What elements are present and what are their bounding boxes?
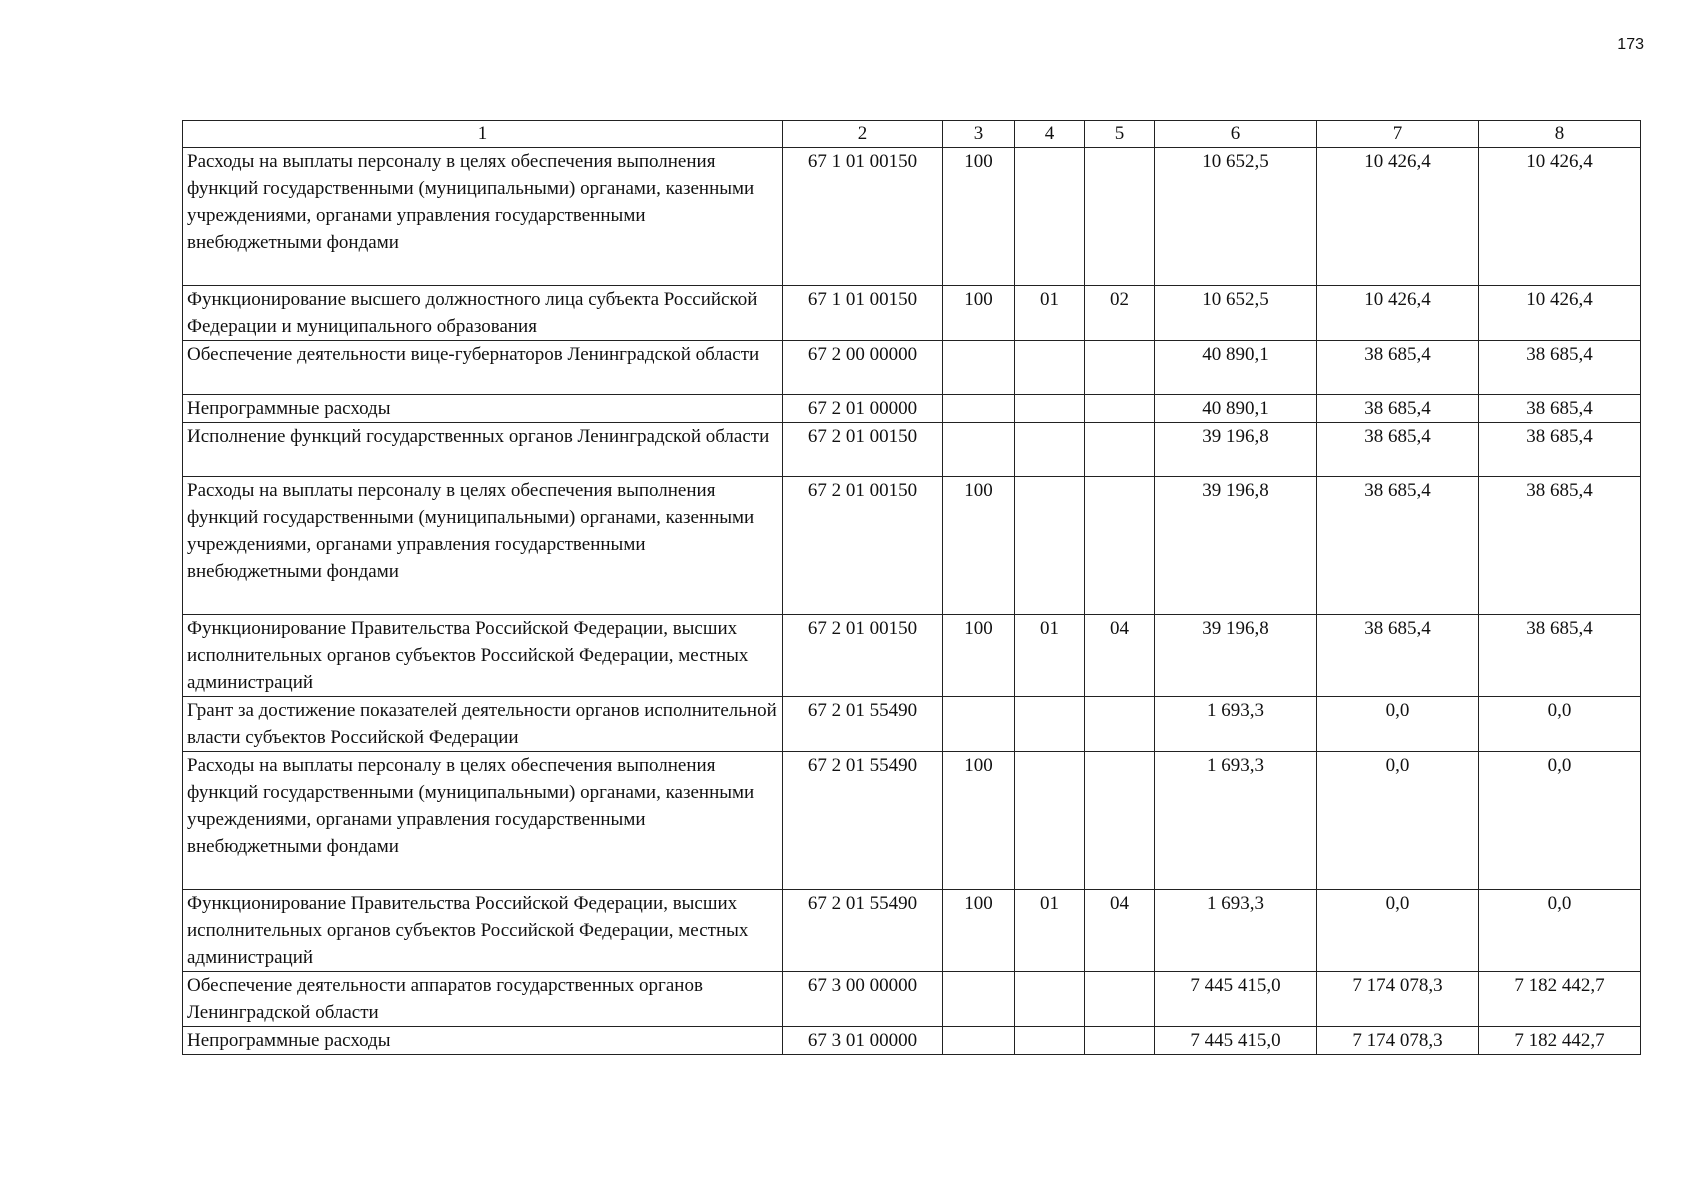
row-code-cell: 67 1 01 00150: [783, 148, 943, 286]
header-col-5: 5: [1085, 121, 1155, 148]
row-col5-cell: 04: [1085, 890, 1155, 972]
row-col4-cell: [1015, 423, 1085, 477]
header-col-2: 2: [783, 121, 943, 148]
row-col8-value: 7 182 442,7: [1479, 1027, 1641, 1055]
row-col5-cell: 02: [1085, 286, 1155, 341]
table-row: [183, 286, 1641, 341]
row-code-cell: 67 2 01 00150: [783, 615, 943, 697]
row-name-cell: Обеспечение деятельности аппаратов государственных органов Ленинградской области: [183, 972, 783, 1027]
row-col8-value: 38 685,4: [1479, 395, 1641, 423]
table-row: [183, 890, 1641, 972]
row-col4-cell: [1015, 148, 1085, 286]
header-col-8: 8: [1479, 121, 1641, 148]
row-col6-value: 1 693,3: [1155, 752, 1317, 890]
row-col6-value: 40 890,1: [1155, 341, 1317, 395]
row-col7-value: 0,0: [1317, 752, 1479, 890]
row-col5-cell: 04: [1085, 615, 1155, 697]
row-col7-value: 0,0: [1317, 697, 1479, 752]
row-col5-cell: [1085, 1027, 1155, 1055]
header-col-3: 3: [943, 121, 1015, 148]
row-name-cell: Непрограммные расходы: [183, 395, 783, 423]
row-col5-cell: [1085, 477, 1155, 615]
row-name-cell: Расходы на выплаты персоналу в целях обеспечения выполнения функций государственными (муниципальными) органами, казенными учреждениями, органами управления государственными внебюджетными фондами: [183, 477, 783, 615]
row-col5-cell: [1085, 972, 1155, 1027]
row-col5-cell: [1085, 395, 1155, 423]
row-code-cell: 67 2 01 55490: [783, 752, 943, 890]
row-col8-value: 38 685,4: [1479, 423, 1641, 477]
row-col4-cell: 01: [1015, 286, 1085, 341]
row-col6-value: 7 445 415,0: [1155, 972, 1317, 1027]
row-code-cell: 67 2 01 00000: [783, 395, 943, 423]
row-col6-value: 10 652,5: [1155, 286, 1317, 341]
row-code-cell: 67 2 01 55490: [783, 890, 943, 972]
row-code-cell: 67 2 00 00000: [783, 341, 943, 395]
header-col-7: 7: [1317, 121, 1479, 148]
row-code-cell: 67 2 01 55490: [783, 697, 943, 752]
row-col4-cell: 01: [1015, 615, 1085, 697]
row-col4-cell: [1015, 972, 1085, 1027]
row-code-cell: 67 3 01 00000: [783, 1027, 943, 1055]
row-col7-value: 38 685,4: [1317, 341, 1479, 395]
row-col4-cell: [1015, 1027, 1085, 1055]
row-name-cell: Грант за достижение показателей деятельности органов исполнительной власти субъектов Российской Федерации: [183, 697, 783, 752]
table-row: [183, 148, 1641, 286]
row-col3-cell: 100: [943, 890, 1015, 972]
row-col7-value: 10 426,4: [1317, 286, 1479, 341]
row-name-cell: Непрограммные расходы: [183, 1027, 783, 1055]
row-col4-cell: [1015, 341, 1085, 395]
row-col3-cell: [943, 972, 1015, 1027]
row-col4-cell: 01: [1015, 890, 1085, 972]
table-row: [183, 752, 1641, 890]
row-col3-cell: [943, 341, 1015, 395]
row-col5-cell: [1085, 148, 1155, 286]
row-col6-value: 1 693,3: [1155, 697, 1317, 752]
row-col8-value: 0,0: [1479, 697, 1641, 752]
table-row: [183, 615, 1641, 697]
row-col5-cell: [1085, 752, 1155, 890]
row-col7-value: 38 685,4: [1317, 395, 1479, 423]
header-col-6: 6: [1155, 121, 1317, 148]
row-col3-cell: 100: [943, 752, 1015, 890]
row-name-cell: Функционирование высшего должностного лица субъекта Российской Федерации и муниципального образования: [183, 286, 783, 341]
row-name-cell: Функционирование Правительства Российской Федерации, высших исполнительных органов субъектов Российской Федерации, местных администраций: [183, 615, 783, 697]
table-row: [183, 697, 1641, 752]
row-col3-cell: [943, 1027, 1015, 1055]
row-col8-value: 10 426,4: [1479, 148, 1641, 286]
row-col7-value: 7 174 078,3: [1317, 1027, 1479, 1055]
row-col6-value: 40 890,1: [1155, 395, 1317, 423]
header-col-1: 1: [183, 121, 783, 148]
row-col7-value: 38 685,4: [1317, 477, 1479, 615]
row-col4-cell: [1015, 477, 1085, 615]
row-col3-cell: 100: [943, 477, 1015, 615]
header-col-4: 4: [1015, 121, 1085, 148]
row-col4-cell: [1015, 395, 1085, 423]
table-row: [183, 423, 1641, 477]
row-col6-value: 1 693,3: [1155, 890, 1317, 972]
row-col8-value: 38 685,4: [1479, 341, 1641, 395]
row-col6-value: 10 652,5: [1155, 148, 1317, 286]
row-col7-value: 0,0: [1317, 890, 1479, 972]
table-row: [183, 972, 1641, 1027]
row-col8-value: 38 685,4: [1479, 477, 1641, 615]
row-col8-value: 10 426,4: [1479, 286, 1641, 341]
row-col6-value: 39 196,8: [1155, 477, 1317, 615]
row-col3-cell: 100: [943, 148, 1015, 286]
row-col7-value: 38 685,4: [1317, 423, 1479, 477]
row-col3-cell: [943, 423, 1015, 477]
row-col5-cell: [1085, 341, 1155, 395]
row-col3-cell: [943, 395, 1015, 423]
row-col8-value: 7 182 442,7: [1479, 972, 1641, 1027]
row-code-cell: 67 2 01 00150: [783, 477, 943, 615]
row-name-cell: Функционирование Правительства Российской Федерации, высших исполнительных органов субъектов Российской Федерации, местных администраций: [183, 890, 783, 972]
table-row: [183, 341, 1641, 395]
row-name-cell: Расходы на выплаты персоналу в целях обеспечения выполнения функций государственными (муниципальными) органами, казенными учреждениями, органами управления государственными внебюджетными фондами: [183, 148, 783, 286]
page-number: 173: [1617, 36, 1644, 53]
row-name-cell: Обеспечение деятельности вице-губернаторов Ленинградской области: [183, 341, 783, 395]
row-col8-value: 0,0: [1479, 752, 1641, 890]
row-col6-value: 7 445 415,0: [1155, 1027, 1317, 1055]
table-row: [183, 1027, 1641, 1055]
row-name-cell: Расходы на выплаты персоналу в целях обеспечения выполнения функций государственными (муниципальными) органами, казенными учреждениями, органами управления государственными внебюджетными фондами: [183, 752, 783, 890]
row-col7-value: 38 685,4: [1317, 615, 1479, 697]
row-code-cell: 67 3 00 00000: [783, 972, 943, 1027]
row-col8-value: 38 685,4: [1479, 615, 1641, 697]
row-col3-cell: [943, 697, 1015, 752]
row-col4-cell: [1015, 752, 1085, 890]
table-row: [183, 395, 1641, 423]
row-col5-cell: [1085, 423, 1155, 477]
row-col3-cell: 100: [943, 615, 1015, 697]
row-code-cell: 67 1 01 00150: [783, 286, 943, 341]
row-col7-value: 7 174 078,3: [1317, 972, 1479, 1027]
row-name-cell: Исполнение функций государственных органов Ленинградской области: [183, 423, 783, 477]
row-col4-cell: [1015, 697, 1085, 752]
row-col6-value: 39 196,8: [1155, 615, 1317, 697]
row-col7-value: 10 426,4: [1317, 148, 1479, 286]
header-row: [183, 121, 1641, 148]
row-col6-value: 39 196,8: [1155, 423, 1317, 477]
row-col3-cell: 100: [943, 286, 1015, 341]
row-code-cell: 67 2 01 00150: [783, 423, 943, 477]
row-col5-cell: [1085, 697, 1155, 752]
table-row: [183, 477, 1641, 615]
budget-table: [182, 120, 1641, 1055]
row-col8-value: 0,0: [1479, 890, 1641, 972]
